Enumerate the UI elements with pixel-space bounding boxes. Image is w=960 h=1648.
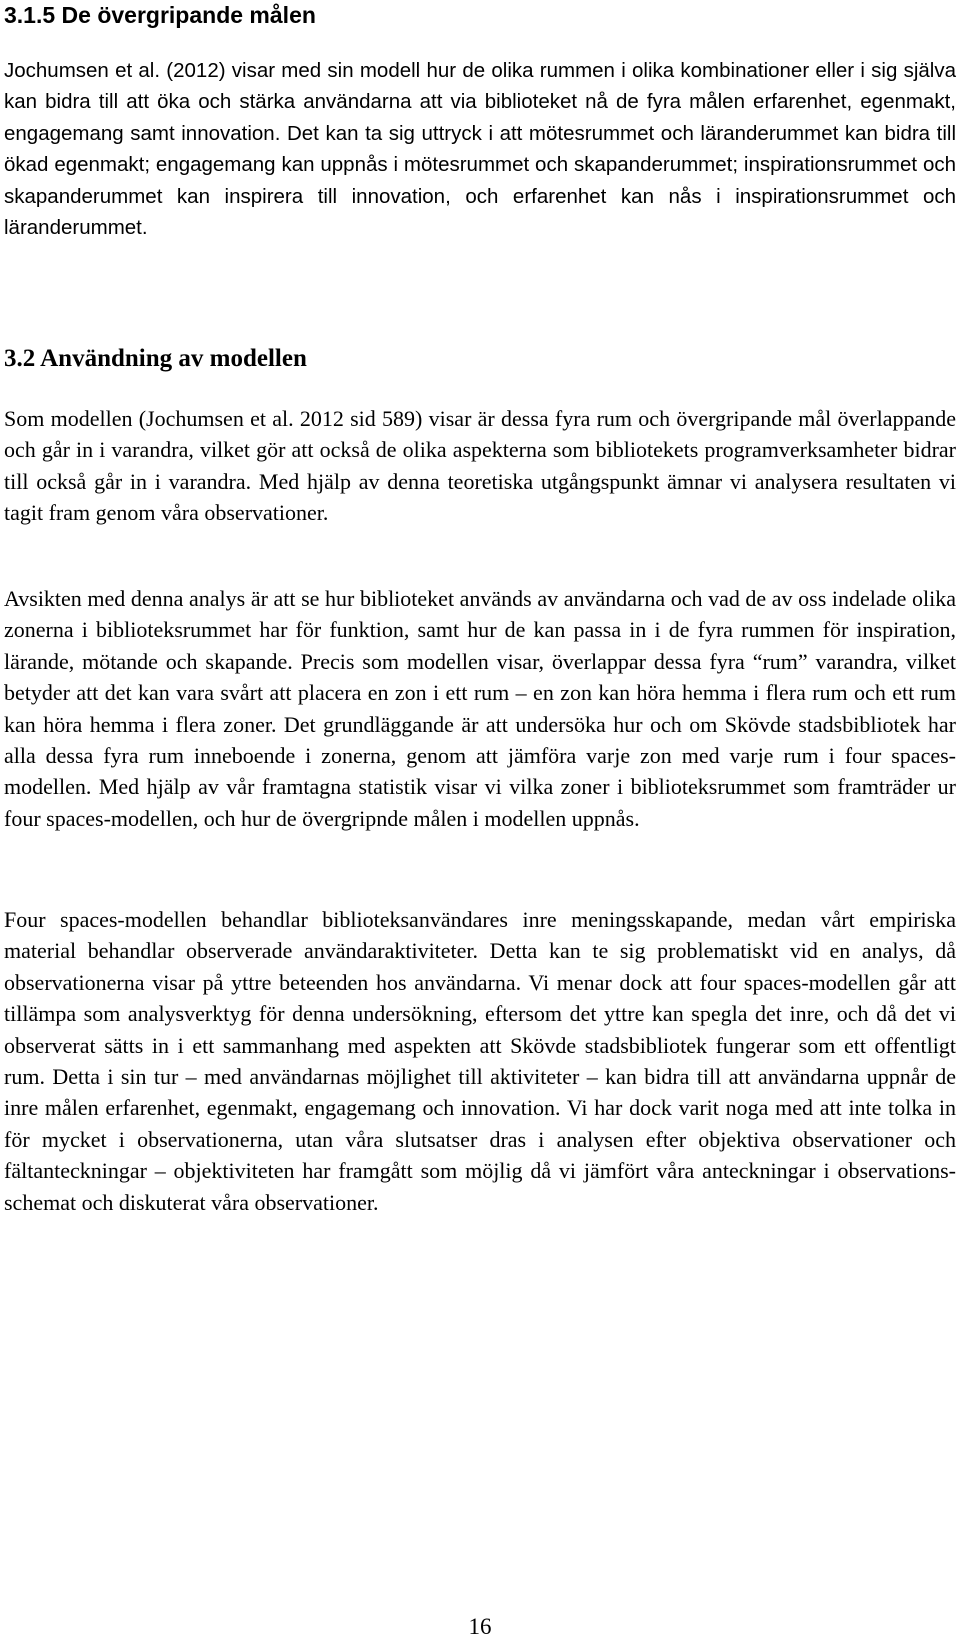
goals-paragraph: Jochumsen et al. (2012) visar med sin modell hur de olika rummen i olika kombinationer eller i sig själva kan bidra till att öka och stärka användarna att via biblioteket nå de fyra målen erfarenhet, egenmakt, engagemang samt innovation. Det kan ta sig uttryck i att mötesrummet och läranderummet kan bidra till ökad egenmakt; engagemang kan uppnås i mötesrummet och skapanderummet; inspirationsrummet och skapanderummet kan inspirera till innovation, och erfarenhet kan nås i inspirationsrummet och läranderummet. [4,59,956,240]
section-heading: 3.2 Användning av modellen [4,345,307,372]
page-number: 16 [468,1614,492,1639]
body-paragraph: Som modellen (Jochumsen et al. 2012 sid 589) visar är dessa fyra rum och övergripande mål överlappande och går in i varandra, vilket gör att också de olika aspekterna som bibliotekets programverksamheter bidrar till också går in i varandra. Med hjälp av denna teoretiska utgångspunkt ämnar vi analysera resultaten vi tagit fram genom våra observationer. [4,406,956,526]
body-paragraph: Avsikten med denna analys är att se hur biblioteket används av användarna och vad de av oss indelade olika zonerna i biblioteksrummet har för funktion, samt hur de kan passa in i de fyra rummen för inspiration, lärande, mötande och skapande. Precis som modellen visar, överlappar dessa fyra “rum” varandra, vilket betyder att det kan vara svårt att placera en zon i ett rum – en zon kan höra hemma i flera rum och ett rum kan höra hemma i flera zoner. Det grundläggande är att undersöka hur och om Skövde stadsbibliotek har alla dessa fyra rum inneboende i zonerna, genom att jämföra varje zon med varje rum i four spaces-modellen. Med hjälp av vår framtagna statistik visar vi vilka zoner i biblioteksrummet som framträder ur four spaces-modellen, och hur de övergripnde målen i modellen uppnås. [4,586,956,831]
body-paragraph: Four spaces-modellen behandlar biblioteksanvändares inre meningsskapande, medan vårt empiriska material behandlar observerade användaraktiviteter. Detta kan te sig problematiskt vid en analys, då observationerna visar på yttre beteenden hos användarna. Vi menar dock att four spaces-modellen går att tillämpa som analysverktyg för denna undersökning, eftersom det yttre kan spegla det inre, och då det vi observerat sätts in i ett sammanhang med aspekten att Skövde stadsbibliotek fungerar som ett offentligt rum. Detta i sin tur – med användarnas möjlighet till aktiviteter – kan bidra till att användarna uppnår de inre målen erfarenhet, egenmakt, engagemang och innovation. Vi har dock varit noga med att inte tolka in för mycket i observationerna, utan våra slutsatser dras i analysen efter objektiva observationer och fältanteckningar – objektiviteten har framgått som möjlig då vi jämfört våra anteckningar i observationsschemat och diskuterat våra observationer. [4,907,956,1215]
subsection-heading: 3.1.5 De övergripande målen [4,2,316,28]
